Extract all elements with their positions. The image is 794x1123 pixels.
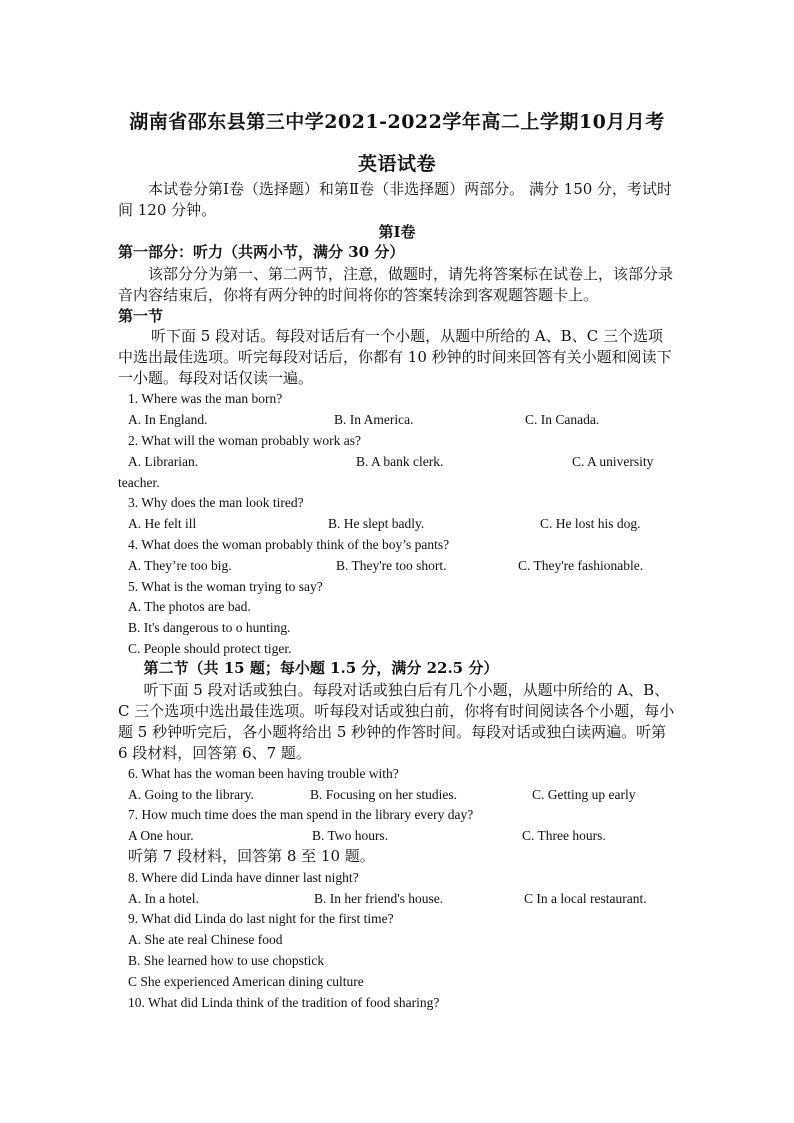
question-9-stem: 9. What did Linda do last night for the first time? [128,911,394,926]
section2-heading: 第二节（共 15 题；每小题 1.5 分，满分 22.5 分） [143,659,499,677]
q1-option-b: B. In America. [334,412,414,427]
q4-option-a: A. They’re too big. [128,558,232,573]
material7-note: 听第 7 段材料，回答第 8 至 10 题。 [128,847,375,865]
question-8-stem: 8. Where did Linda have dinner last night? [128,870,359,885]
q3-option-b: B. He slept badly. [328,516,425,531]
question-10-stem: 10. What did Linda think of the tradition of food sharing? [128,995,440,1010]
q6-option-a: A. Going to the library. [128,787,254,802]
question-7-stem: 7. How much time does the man spend in the library every day? [128,807,474,822]
exam-subtitle: 英语试卷 [357,153,436,175]
question-3-stem: 3. Why does the man look tired? [128,495,304,510]
q1-option-a: A. In England. [128,412,208,427]
q5-option-c: C. People should protect tiger. [128,641,292,656]
q3-option-c: C. He lost his dog. [540,516,641,531]
intro-paragraph: 本试卷分第Ⅰ卷（选择题）和第Ⅱ卷（非选择题）两部分。 满分 150 分，考试时间 120 分钟。 [118,180,673,219]
section1-instructions: 听下面 5 段对话。每段对话后有一个小题，从题中所给的 A、B、C 三个选项中选出最佳选项。听完每段对话后，你都有 10 秒钟的时间来回答有关小题和阅读下一小题。每段对话仅读一遍。 [118,327,672,387]
q1-option-c: C. In Canada. [525,412,600,427]
question-6-stem: 6. What has the woman been having trouble with? [128,766,399,781]
q9-option-b: B. She learned how to use chopstick [128,953,325,968]
question-1-stem: 1. Where was the man born? [128,391,283,406]
section1-heading: 第一节 [118,307,164,325]
section2-instructions: 听下面 5 段对话或独白。每段对话或独白后有几个小题，从题中所给的 A、B、C 三个选项中选出最佳选项。听每段对话或独白前，你将有时间阅读各个小题，每小题 5 秒钟听完后，各小题将给出 5 秒钟的作答时间。每段对话或独白读两遍。听第 6 段材料，回答第 6、7 题。 [118,681,675,762]
q7-option-c: C. Three hours. [522,828,606,843]
q7-option-b: B. Two hours. [312,828,389,843]
q2-option-b: B. A bank clerk. [356,454,444,469]
q4-option-c: C. They're fashionable. [518,558,644,573]
q3-option-a: A. He felt ill [128,516,197,531]
q8-option-a: A. In a hotel. [128,891,199,906]
q2-option-c: C. A university [572,454,654,469]
q8-option-b: B. In her friend's house. [314,891,444,906]
question-5-stem: 5. What is the woman trying to say? [128,579,323,594]
q4-option-b: B. They're too short. [336,558,447,573]
q8-option-c: C In a local restaurant. [524,891,647,906]
q7-option-a: A One hour. [128,828,194,843]
q9-option-c: C She experienced American dining culture [128,974,364,989]
question-2-stem: 2. What will the woman probably work as? [128,433,361,448]
part1-heading: 第一部分：听力（共两小节，满分 30 分） [118,243,405,261]
q2-option-c-continued: teacher. [118,475,160,490]
q5-option-b: B. It's dangerous to o hunting. [128,620,291,635]
q5-option-a: A. The photos are bad. [128,599,251,614]
q6-option-b: B. Focusing on her studies. [310,787,457,802]
q9-option-a: A. She ate real Chinese food [128,932,283,947]
question-4-stem: 4. What does the woman probably think of the boy’s pants? [128,537,450,552]
exam-title: 湖南省邵东县第三中学2021-2022学年高二上学期10月月考 [129,111,665,133]
q2-option-a: A. Librarian. [128,454,199,469]
part1-instructions: 该部分分为第一、第二两节，注意，做题时，请先将答案标在试卷上，该部分录音内容结束后，你将有两分钟的时间将你的答案转涂到客观题答题卡上。 [118,265,674,304]
volume1-title: 第Ⅰ卷 [378,223,416,241]
q6-option-c: C. Getting up early [532,787,636,802]
